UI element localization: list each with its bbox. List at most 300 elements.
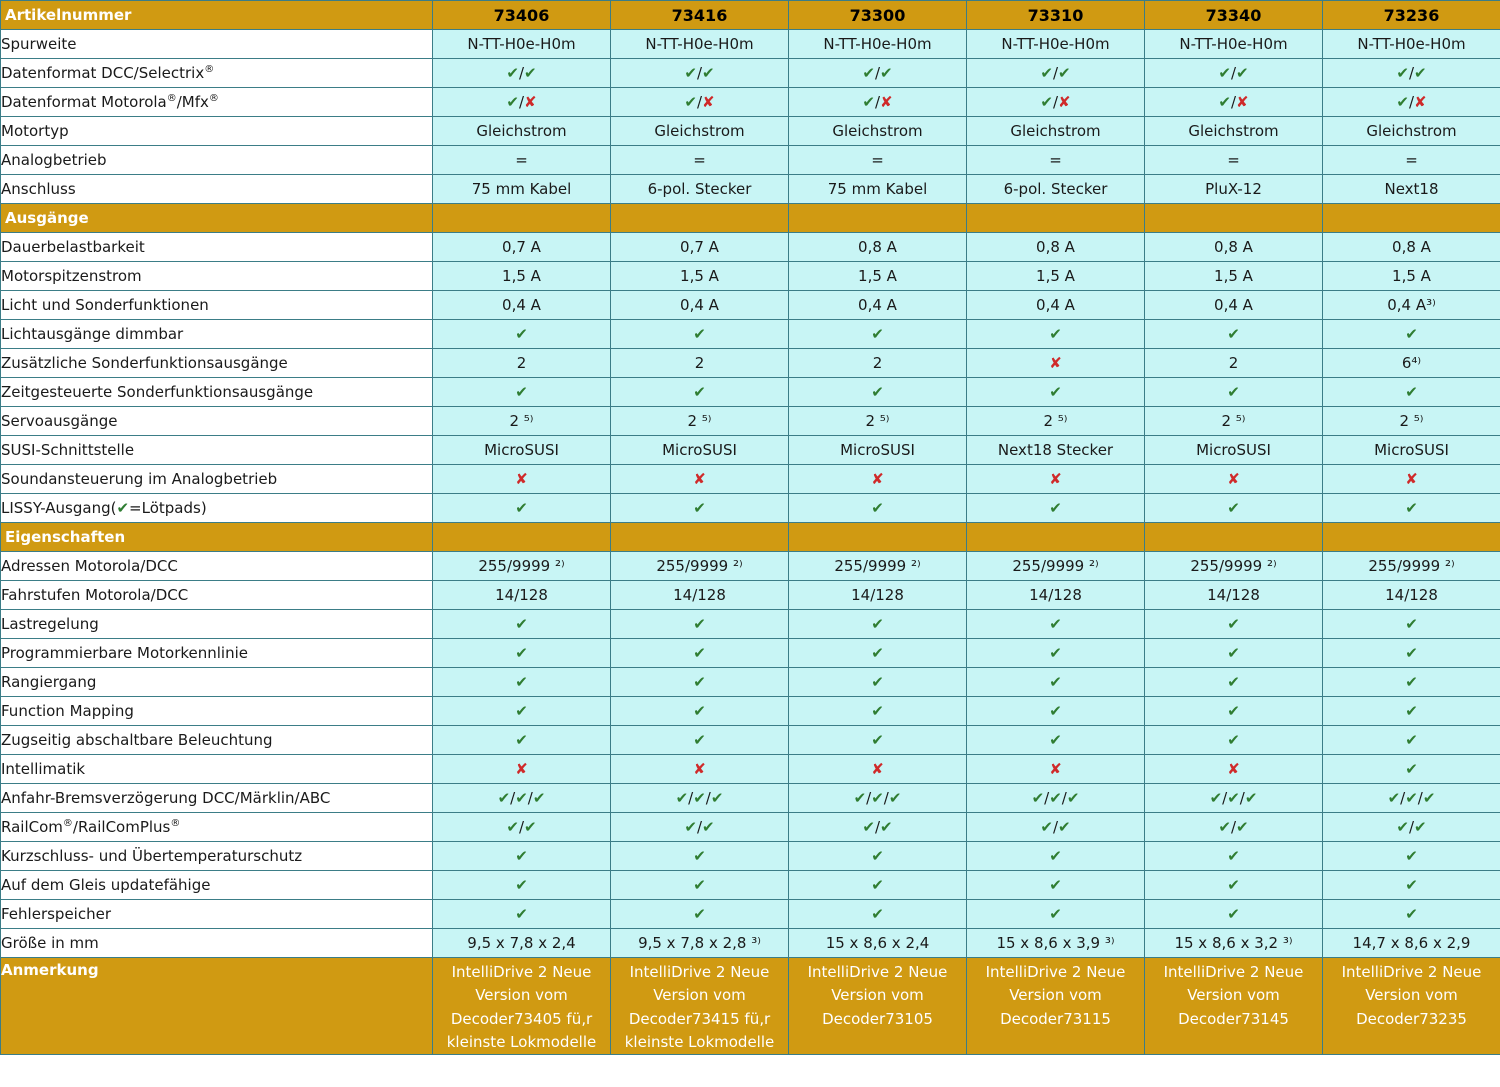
value-cell: MicroSUSI — [1323, 436, 1500, 465]
value-cell: N-TT-H0e-H0m — [789, 30, 967, 59]
value-cell: N-TT-H0e-H0m — [433, 30, 611, 59]
value-cell — [1323, 755, 1500, 784]
value-cell: 255/9999 ²⁾ — [611, 552, 789, 581]
value-cell: 1,5 A — [611, 262, 789, 291]
value-cell: 9,5 x 7,8 x 2,8 ³⁾ — [611, 929, 789, 958]
section-label: Ausgänge — [1, 204, 433, 233]
value-cell — [789, 755, 967, 784]
check-icon: ✔ — [871, 702, 884, 720]
value-cell: 1,5 A — [1323, 262, 1500, 291]
value-cell — [1145, 610, 1323, 639]
value-cell — [1323, 697, 1500, 726]
value-cell — [1145, 755, 1323, 784]
value-cell: = — [967, 146, 1145, 175]
value-cell — [1145, 900, 1323, 929]
value-cell — [789, 726, 967, 755]
check-icon: ✔ — [871, 644, 884, 662]
value-cell: N-TT-H0e-H0m — [1145, 30, 1323, 59]
check-icon: ✔ — [1058, 64, 1071, 82]
check-icon: ✔ — [116, 499, 130, 517]
value-cell — [967, 610, 1145, 639]
value-cell — [967, 349, 1145, 378]
row-label: Analogbetrieb — [1, 146, 433, 175]
value-cell: ✔/✔ — [1145, 813, 1323, 842]
check-icon: ✔ — [702, 818, 715, 836]
check-icon: ✔ — [524, 64, 537, 82]
value-cell — [611, 900, 789, 929]
check-icon: ✔ — [1405, 847, 1418, 865]
check-icon: ✔ — [710, 789, 724, 807]
row-label: Motortyp — [1, 117, 433, 146]
section-filler — [1145, 523, 1323, 552]
value-cell: = — [433, 146, 611, 175]
value-cell — [611, 697, 789, 726]
note-cell: IntelliDrive 2 Neue Version vom Decoder73115 — [967, 958, 1145, 1055]
section-label: Eigenschaften — [1, 523, 433, 552]
check-icon: ✔ — [1058, 818, 1071, 836]
check-icon: ✔ — [1227, 702, 1240, 720]
value-cell: ✔/✔ — [433, 59, 611, 88]
cross-icon: ✘ — [515, 470, 528, 488]
check-icon: ✔ — [1405, 325, 1418, 343]
value-cell: Next18 — [1323, 175, 1500, 204]
value-cell — [433, 755, 611, 784]
value-cell — [1323, 726, 1500, 755]
value-cell — [611, 871, 789, 900]
value-cell: = — [1323, 146, 1500, 175]
value-cell — [789, 465, 967, 494]
value-cell: ✔/✘ — [433, 88, 611, 117]
value-cell: ✔/✔ — [1145, 59, 1323, 88]
check-icon: ✔ — [1049, 325, 1062, 343]
table-header-row — [1, 1, 1500, 30]
value-cell: ✔/✔ — [789, 813, 967, 842]
check-icon: ✔ — [1227, 499, 1240, 517]
value-cell — [967, 842, 1145, 871]
check-icon: ✔ — [1422, 789, 1436, 807]
check-icon: ✔ — [684, 64, 697, 82]
check-icon: ✔ — [693, 325, 706, 343]
value-cell — [1145, 494, 1323, 523]
table-row — [1, 552, 1500, 581]
cross-icon: ✘ — [515, 760, 528, 778]
value-cell — [967, 639, 1145, 668]
value-cell: = — [789, 146, 967, 175]
value-cell — [789, 610, 967, 639]
value-cell — [1145, 639, 1323, 668]
value-cell — [1323, 378, 1500, 407]
check-icon: ✔ — [1414, 818, 1427, 836]
cross-icon: ✘ — [1049, 354, 1062, 372]
value-cell: 2 ⁵⁾ — [611, 407, 789, 436]
row-label: Function Mapping — [1, 697, 433, 726]
table-row — [1, 59, 1500, 88]
check-icon: ✔ — [1227, 325, 1240, 343]
value-cell: MicroSUSI — [433, 436, 611, 465]
value-cell — [789, 697, 967, 726]
value-cell: 6⁴⁾ — [1323, 349, 1500, 378]
row-label: Adressen Motorola/DCC — [1, 552, 433, 581]
value-cell: ✔/✔ — [611, 59, 789, 88]
value-cell: 2 ⁵⁾ — [1145, 407, 1323, 436]
table-row — [1, 320, 1500, 349]
value-cell: 0,4 A — [1145, 291, 1323, 320]
check-icon: ✔ — [684, 93, 697, 111]
cross-icon: ✘ — [693, 470, 706, 488]
check-icon: ✔ — [1227, 383, 1240, 401]
cross-icon: ✘ — [871, 760, 884, 778]
value-cell: Gleichstrom — [433, 117, 611, 146]
check-icon: ✔ — [1405, 760, 1418, 778]
value-cell: ✔/✔ — [967, 813, 1145, 842]
check-icon: ✔ — [871, 615, 884, 633]
check-icon: ✔ — [684, 818, 697, 836]
check-icon: ✔ — [1049, 731, 1062, 749]
value-cell: 14/128 — [611, 581, 789, 610]
check-icon: ✔ — [1405, 644, 1418, 662]
check-icon: ✔ — [702, 64, 715, 82]
value-cell: ✔/✔/✔ — [789, 784, 967, 813]
note-cell: IntelliDrive 2 Neue Version vom Decoder73145 — [1145, 958, 1323, 1055]
check-icon: ✔ — [871, 499, 884, 517]
table-row — [1, 813, 1500, 842]
row-label: Lichtausgänge dimmbar — [1, 320, 433, 349]
table-row — [1, 494, 1500, 523]
check-icon: ✔ — [1031, 789, 1045, 807]
value-cell: 2 — [433, 349, 611, 378]
cross-icon: ✘ — [1227, 760, 1240, 778]
check-icon: ✔ — [862, 93, 875, 111]
check-icon: ✔ — [1227, 847, 1240, 865]
value-cell — [433, 320, 611, 349]
value-cell: 14/128 — [789, 581, 967, 610]
value-cell — [433, 668, 611, 697]
value-cell — [789, 668, 967, 697]
value-cell: 6-pol. Stecker — [611, 175, 789, 204]
row-label: Motorspitzenstrom — [1, 262, 433, 291]
value-cell — [433, 610, 611, 639]
table-row — [1, 436, 1500, 465]
check-icon: ✔ — [1218, 64, 1231, 82]
note-cell: IntelliDrive 2 Neue Version vom Decoder73105 — [789, 958, 967, 1055]
check-icon: ✔ — [871, 905, 884, 923]
table-row — [1, 929, 1500, 958]
value-cell: ✔/✔ — [611, 813, 789, 842]
note-row — [1, 958, 1500, 1055]
check-icon: ✔ — [693, 673, 706, 691]
check-icon: ✔ — [1049, 499, 1062, 517]
value-cell: 2 — [611, 349, 789, 378]
check-icon: ✔ — [880, 64, 893, 82]
row-label: Soundansteuerung im Analogbetrieb — [1, 465, 433, 494]
row-label: Spurweite — [1, 30, 433, 59]
value-cell — [611, 465, 789, 494]
section-row — [1, 523, 1500, 552]
check-icon: ✔ — [871, 325, 884, 343]
value-cell: ✔/✔/✔ — [611, 784, 789, 813]
value-cell: N-TT-H0e-H0m — [611, 30, 789, 59]
check-icon: ✔ — [1227, 644, 1240, 662]
check-icon: ✔ — [1405, 499, 1418, 517]
value-cell: 2 — [789, 349, 967, 378]
value-cell: 14/128 — [967, 581, 1145, 610]
value-cell — [433, 842, 611, 871]
value-cell — [433, 378, 611, 407]
value-cell: ✔/✘ — [967, 88, 1145, 117]
header-label: Artikelnummer — [1, 1, 433, 30]
check-icon: ✔ — [1396, 818, 1409, 836]
check-icon: ✔ — [1405, 905, 1418, 923]
value-cell — [433, 465, 611, 494]
value-cell: 255/9999 ²⁾ — [433, 552, 611, 581]
value-cell — [611, 494, 789, 523]
check-icon: ✔ — [1405, 702, 1418, 720]
row-label: Zeitgesteuerte Sonderfunktionsausgänge — [1, 378, 433, 407]
section-filler — [1323, 204, 1500, 233]
value-cell — [1145, 726, 1323, 755]
cross-icon: ✘ — [1405, 470, 1418, 488]
value-cell: ✔/✔/✔ — [1323, 784, 1500, 813]
check-icon: ✔ — [515, 702, 528, 720]
value-cell: 2 — [1145, 349, 1323, 378]
table-row — [1, 668, 1500, 697]
check-icon: ✔ — [1227, 905, 1240, 923]
value-cell: 14/128 — [1145, 581, 1323, 610]
value-cell: 1,5 A — [433, 262, 611, 291]
row-label: Dauerbelastbarkeit — [1, 233, 433, 262]
section-row — [1, 204, 1500, 233]
check-icon: ✔ — [1227, 876, 1240, 894]
check-icon: ✔ — [888, 789, 902, 807]
check-icon: ✔ — [515, 615, 528, 633]
value-cell: 2 ⁵⁾ — [789, 407, 967, 436]
note-cell: IntelliDrive 2 Neue Version vom Decoder73235 — [1323, 958, 1500, 1055]
column-header-73416: 73416 — [611, 1, 789, 30]
value-cell: Gleichstrom — [1323, 117, 1500, 146]
note-cell: IntelliDrive 2 Neue Version vom Decoder73405 fü‚r kleinste Lokmodelle — [433, 958, 611, 1055]
table-row — [1, 407, 1500, 436]
column-header-73300: 73300 — [789, 1, 967, 30]
value-cell: 0,4 A — [433, 291, 611, 320]
row-label: Anfahr-Bremsverzögerung DCC/Märklin/ABC — [1, 784, 433, 813]
table-row — [1, 146, 1500, 175]
value-cell — [1323, 668, 1500, 697]
check-icon: ✔ — [515, 789, 528, 807]
check-icon: ✔ — [1227, 615, 1240, 633]
table-row — [1, 465, 1500, 494]
table-row — [1, 755, 1500, 784]
check-icon: ✔ — [524, 818, 537, 836]
check-icon: ✔ — [871, 876, 884, 894]
value-cell: Next18 Stecker — [967, 436, 1145, 465]
check-icon: ✔ — [693, 905, 706, 923]
value-cell — [1323, 639, 1500, 668]
check-icon: ✔ — [1218, 93, 1231, 111]
check-icon: ✔ — [1040, 64, 1053, 82]
check-icon: ✔ — [693, 789, 706, 807]
cross-icon: ✘ — [1049, 760, 1062, 778]
note-label: Anmerkung — [1, 958, 433, 1055]
value-cell: 6-pol. Stecker — [967, 175, 1145, 204]
value-cell: 15 x 8,6 x 2,4 — [789, 929, 967, 958]
check-icon: ✔ — [693, 731, 706, 749]
note-cell: IntelliDrive 2 Neue Version vom Decoder73415 fü‚r kleinste Lokmodelle — [611, 958, 789, 1055]
value-cell: 0,4 A — [611, 291, 789, 320]
value-cell — [967, 494, 1145, 523]
check-icon: ✔ — [675, 789, 689, 807]
check-icon: ✔ — [862, 818, 875, 836]
check-icon: ✔ — [1405, 615, 1418, 633]
value-cell — [967, 755, 1145, 784]
value-cell: 0,7 A — [611, 233, 789, 262]
check-icon: ✔ — [1405, 789, 1418, 807]
value-cell: Gleichstrom — [789, 117, 967, 146]
check-icon: ✔ — [871, 731, 884, 749]
value-cell — [967, 871, 1145, 900]
check-icon: ✔ — [506, 818, 519, 836]
value-cell: ✔/✘ — [611, 88, 789, 117]
table-row — [1, 581, 1500, 610]
check-icon: ✔ — [1405, 383, 1418, 401]
check-icon: ✔ — [1414, 64, 1427, 82]
value-cell — [789, 871, 967, 900]
value-cell — [1145, 320, 1323, 349]
value-cell: ✔/✔ — [967, 59, 1145, 88]
value-cell — [1323, 320, 1500, 349]
check-icon: ✔ — [1049, 673, 1062, 691]
value-cell: 1,5 A — [1145, 262, 1323, 291]
value-cell — [1323, 465, 1500, 494]
row-label: Servoausgänge — [1, 407, 433, 436]
value-cell: N-TT-H0e-H0m — [1323, 30, 1500, 59]
value-cell: 2 ⁵⁾ — [1323, 407, 1500, 436]
value-cell: 255/9999 ²⁾ — [789, 552, 967, 581]
check-icon: ✔ — [506, 93, 519, 111]
check-icon: ✔ — [693, 644, 706, 662]
value-cell: 9,5 x 7,8 x 2,4 — [433, 929, 611, 958]
cross-icon: ✘ — [1236, 93, 1249, 111]
value-cell — [1145, 465, 1323, 494]
row-label: Fehlerspeicher — [1, 900, 433, 929]
check-icon: ✔ — [1049, 789, 1062, 807]
check-icon: ✔ — [880, 818, 893, 836]
check-icon: ✔ — [1236, 818, 1249, 836]
value-cell: 0,4 A — [789, 291, 967, 320]
table-row — [1, 784, 1500, 813]
row-label: Anschluss — [1, 175, 433, 204]
value-cell — [967, 900, 1145, 929]
row-label: Lastregelung — [1, 610, 433, 639]
table-row — [1, 233, 1500, 262]
value-cell: Gleichstrom — [1145, 117, 1323, 146]
check-icon: ✔ — [515, 731, 528, 749]
value-cell: 0,8 A — [1323, 233, 1500, 262]
check-icon: ✔ — [871, 847, 884, 865]
value-cell — [1323, 871, 1500, 900]
table-row — [1, 900, 1500, 929]
check-icon: ✔ — [532, 789, 546, 807]
value-cell: 255/9999 ²⁾ — [967, 552, 1145, 581]
table-row — [1, 349, 1500, 378]
column-header-73340: 73340 — [1145, 1, 1323, 30]
value-cell — [967, 726, 1145, 755]
check-icon: ✔ — [1066, 789, 1080, 807]
check-icon: ✔ — [1040, 93, 1053, 111]
table-row — [1, 117, 1500, 146]
value-cell — [611, 755, 789, 784]
value-cell — [967, 697, 1145, 726]
cross-icon: ✘ — [1049, 470, 1062, 488]
value-cell — [967, 378, 1145, 407]
row-label: Fahrstufen Motorola/DCC — [1, 581, 433, 610]
row-label: Datenformat DCC/Selectrix® — [1, 59, 433, 88]
check-icon: ✔ — [497, 789, 511, 807]
table-row — [1, 88, 1500, 117]
section-filler — [611, 523, 789, 552]
value-cell: MicroSUSI — [789, 436, 967, 465]
check-icon: ✔ — [693, 876, 706, 894]
value-cell — [1323, 494, 1500, 523]
value-cell — [967, 668, 1145, 697]
check-icon: ✔ — [1396, 93, 1409, 111]
row-label: Zusätzliche Sonderfunktionsausgänge — [1, 349, 433, 378]
value-cell — [611, 610, 789, 639]
section-filler — [611, 204, 789, 233]
value-cell — [789, 900, 967, 929]
check-icon: ✔ — [1049, 702, 1062, 720]
value-cell: 2 ⁵⁾ — [433, 407, 611, 436]
value-cell: 0,8 A — [1145, 233, 1323, 262]
value-cell: 75 mm Kabel — [789, 175, 967, 204]
value-cell: 15 x 8,6 x 3,2 ³⁾ — [1145, 929, 1323, 958]
value-cell: 15 x 8,6 x 3,9 ³⁾ — [967, 929, 1145, 958]
value-cell — [433, 900, 611, 929]
value-cell — [1145, 668, 1323, 697]
column-header-73236: 73236 — [1323, 1, 1500, 30]
check-icon: ✔ — [515, 383, 528, 401]
value-cell — [433, 494, 611, 523]
row-label: SUSI-Schnittstelle — [1, 436, 433, 465]
value-cell: ✔/✔/✔ — [433, 784, 611, 813]
value-cell: 0,8 A — [789, 233, 967, 262]
check-icon: ✔ — [1049, 905, 1062, 923]
section-filler — [433, 523, 611, 552]
value-cell — [789, 378, 967, 407]
row-label: Datenformat Motorola®/Mfx® — [1, 88, 433, 117]
value-cell: 0,7 A — [433, 233, 611, 262]
row-label: RailCom®/RailComPlus® — [1, 813, 433, 842]
value-cell: 14/128 — [1323, 581, 1500, 610]
table-row — [1, 639, 1500, 668]
value-cell — [433, 697, 611, 726]
cross-icon: ✘ — [1058, 93, 1071, 111]
value-cell: 14,7 x 8,6 x 2,9 — [1323, 929, 1500, 958]
check-icon: ✔ — [515, 847, 528, 865]
check-icon: ✔ — [1218, 818, 1231, 836]
value-cell — [433, 871, 611, 900]
value-cell — [433, 639, 611, 668]
value-cell: PluX-12 — [1145, 175, 1323, 204]
value-cell: ✔/✔ — [1323, 59, 1500, 88]
value-cell: 1,5 A — [789, 262, 967, 291]
row-label: Rangiergang — [1, 668, 433, 697]
table-row — [1, 291, 1500, 320]
check-icon: ✔ — [871, 789, 884, 807]
cross-icon: ✘ — [524, 93, 537, 111]
check-icon: ✔ — [862, 64, 875, 82]
check-icon: ✔ — [1049, 383, 1062, 401]
value-cell: N-TT-H0e-H0m — [967, 30, 1145, 59]
